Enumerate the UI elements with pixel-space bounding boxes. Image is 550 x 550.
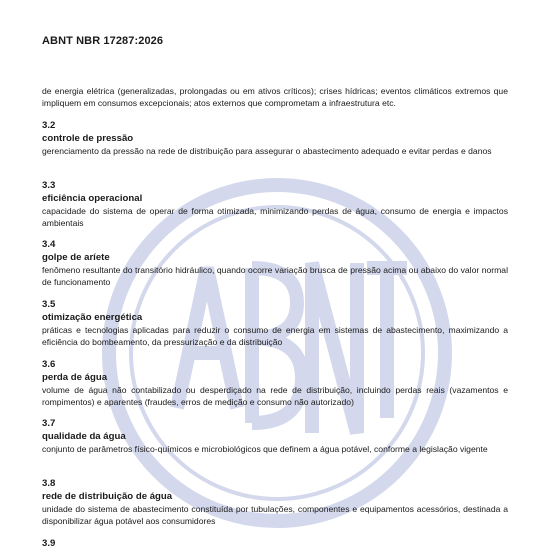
term-entry	[42, 359, 508, 408]
entry-term: eficiência operacional	[42, 193, 143, 204]
entry-definition: capacidade do sistema de operar de forma otimizada, minimizando perdas de água, consumo de energia e impactos ambientais	[42, 206, 508, 228]
entry-definition: volume de água não contabilizado ou desperdiçado na rede de distribuição, incluindo perdas reais (vazamentos e rompimentos) e aparentes (fraudes, erros de medição e consumo não autorizado)	[42, 385, 508, 407]
intro-paragraph: de energia elétrica (generalizadas, prolongadas ou em ativos críticos); crises hídricas; eventos climáticos extremos que impliquem em consumos excepcionais; atos externos que comprometam a infraestrutura etc.	[42, 86, 508, 108]
entry-number: 3.9	[42, 538, 56, 549]
term-entry	[42, 180, 508, 229]
entry-definition: conjunto de parâmetros físico-químicos e microbiológicos que definem a água potável, conforme a legislação vigente	[42, 444, 488, 454]
entry-definition: práticas e tecnologias aplicadas para reduzir o consumo de energia em sistemas de abastecimento, maximizando a eficiência do bombeamento, da pressurização e da distribuição	[42, 325, 508, 347]
term-entry	[42, 299, 508, 348]
term-entry	[42, 478, 508, 527]
entry-term: controle de pressão	[42, 133, 134, 144]
entry-number: 3.6	[42, 359, 56, 370]
entry-number: 3.4	[42, 239, 56, 250]
document-code-header: ABNT NBR 17287:2026	[42, 35, 164, 47]
term-entry	[42, 120, 508, 157]
entry-definition: unidade do sistema de abastecimento constituída por tubulações, componentes e equipamentos acessórios, destinada a disponibilizar água potável aos consumidores	[42, 504, 508, 526]
entry-term: rede de distribuição de água	[42, 491, 173, 502]
term-entry	[42, 538, 508, 550]
entry-number: 3.8	[42, 478, 56, 489]
entry-number: 3.3	[42, 180, 56, 191]
entry-number: 3.7	[42, 418, 56, 429]
entry-term: qualidade da água	[42, 431, 126, 442]
entry-term: perda de água	[42, 372, 108, 383]
entry-term: otimização energética	[42, 312, 143, 323]
term-entry	[42, 239, 508, 288]
term-entry	[42, 418, 508, 455]
entry-number: 3.5	[42, 299, 56, 310]
entry-definition: gerenciamento da pressão na rede de distribuição para assegurar o abastecimento adequado e evitar perdas e danos	[42, 146, 492, 156]
entry-number: 3.2	[42, 120, 56, 131]
entry-term: golpe de aríete	[42, 252, 110, 263]
entry-definition: fenômeno resultante do transitório hidráulico, quando ocorre variação brusca de pressão acima ou abaixo do valor normal de funcionamento	[42, 265, 508, 287]
